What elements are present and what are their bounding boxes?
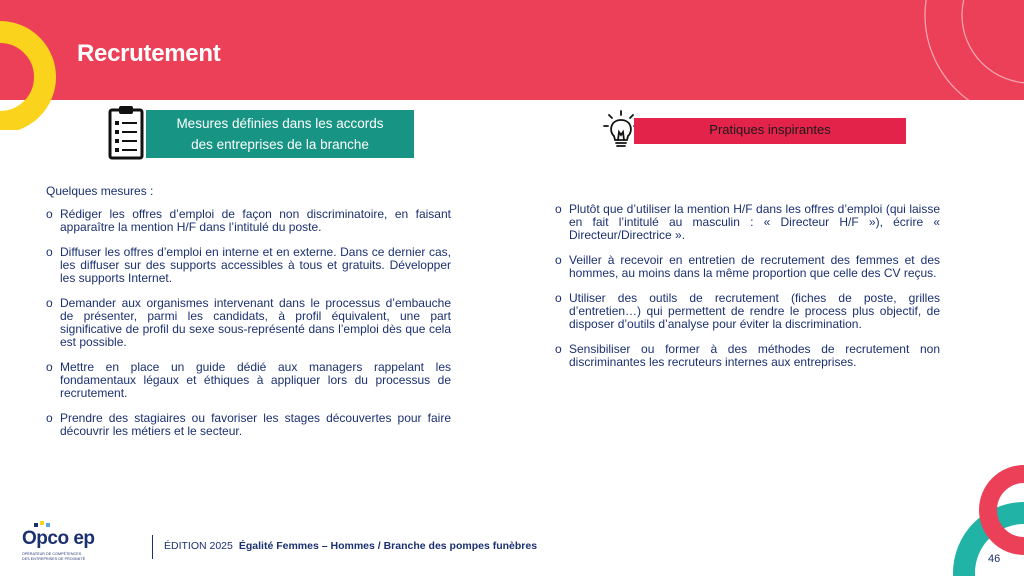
list-item: o Mettre en place un guide dédié aux managers rappelant les fondamentaux légaux et éthiques à appliquer lors du processus de recrutement. [46, 360, 451, 400]
header-band [0, 0, 1024, 100]
logo-dots-icon [34, 520, 64, 528]
bullet-icon: o [555, 342, 562, 356]
yellow-arc-decoration [0, 0, 70, 130]
bullet-icon: o [46, 296, 53, 310]
agreements-measures-heading [146, 110, 414, 158]
logo-tagline: OPÉRATEUR DE COMPÉTENCES DES ENTREPRISES DE PROXIMITÉ [22, 552, 86, 561]
list-item: o Sensibiliser ou former à des méthodes de recrutement non discriminantes les recruteurs internes aux entreprises. [555, 342, 940, 369]
page-title: Recrutement [77, 40, 221, 67]
clipboard-checklist-icon [106, 104, 146, 160]
inspiring-practices-heading: Pratiques inspirantes [634, 118, 906, 144]
list-item: o Diffuser les offres d’emploi en interne et en externe. Dans ce dernier cas, les diffuser sur des supports accessibles à tous et gratuits. Développer les supports Internet. [46, 245, 451, 285]
bullet-icon: o [555, 202, 562, 216]
logo-wordmark: Opco ep [22, 528, 95, 549]
bullet-icon: o [46, 360, 53, 374]
heading-line-1: Mesures définies dans les accords [176, 116, 384, 131]
corner-arcs-decoration [920, 460, 1024, 576]
bullet-icon: o [46, 411, 53, 425]
list-item: o Rédiger les offres d’emploi de façon non discriminatoire, en faisant apparaître la mention H/F dans l’intitulé du poste. [46, 207, 451, 234]
bullet-icon: o [555, 291, 562, 305]
list-item: o Utiliser des outils de recrutement (fiches de poste, grilles d’entretien…) qui permettent de rendre le process plus objectif, de disposer d’outils d’analyse pour éviter la discrimination. [555, 291, 940, 331]
measures-list [46, 208, 451, 450]
measures-intro: Quelques mesures : [46, 184, 154, 198]
footer-edition: ÉDITION 2025 [164, 540, 233, 552]
bullet-icon: o [555, 253, 562, 267]
practices-list [555, 203, 940, 381]
footer-caption [164, 540, 537, 552]
list-item: o Prendre des stagiaires ou favoriser les stages découvertes pour faire découvrir les métiers et le secteur. [46, 411, 451, 438]
bullet-icon: o [46, 207, 53, 221]
list-item: o Plutôt que d’utiliser la mention H/F dans les offres d’emploi (qui laisse en fait l’intitulé au masculin : « Directeur H/F »), écrire « Directeur/Directrice ». [555, 202, 940, 242]
footer-subject: Égalité Femmes – Hommes / Branche des pompes funèbres [238, 540, 538, 552]
list-item: o Demander aux organismes intervenant dans le processus d’embauche de présenter, parmi les candidats, à profil équivalent, une part significative de profil du sexe sous-représenté dans l’emploi dès que cela est possible. [46, 296, 451, 349]
bullet-icon: o [46, 245, 53, 259]
footer-divider [152, 535, 153, 559]
page-number: 46 [988, 553, 1001, 565]
list-item: o Veiller à recevoir en entretien de recrutement des femmes et des hommes, au moins dans la même proportion que celle des CV reçus. [555, 253, 940, 280]
heading-line-2: des entreprises de la branche [191, 137, 369, 152]
